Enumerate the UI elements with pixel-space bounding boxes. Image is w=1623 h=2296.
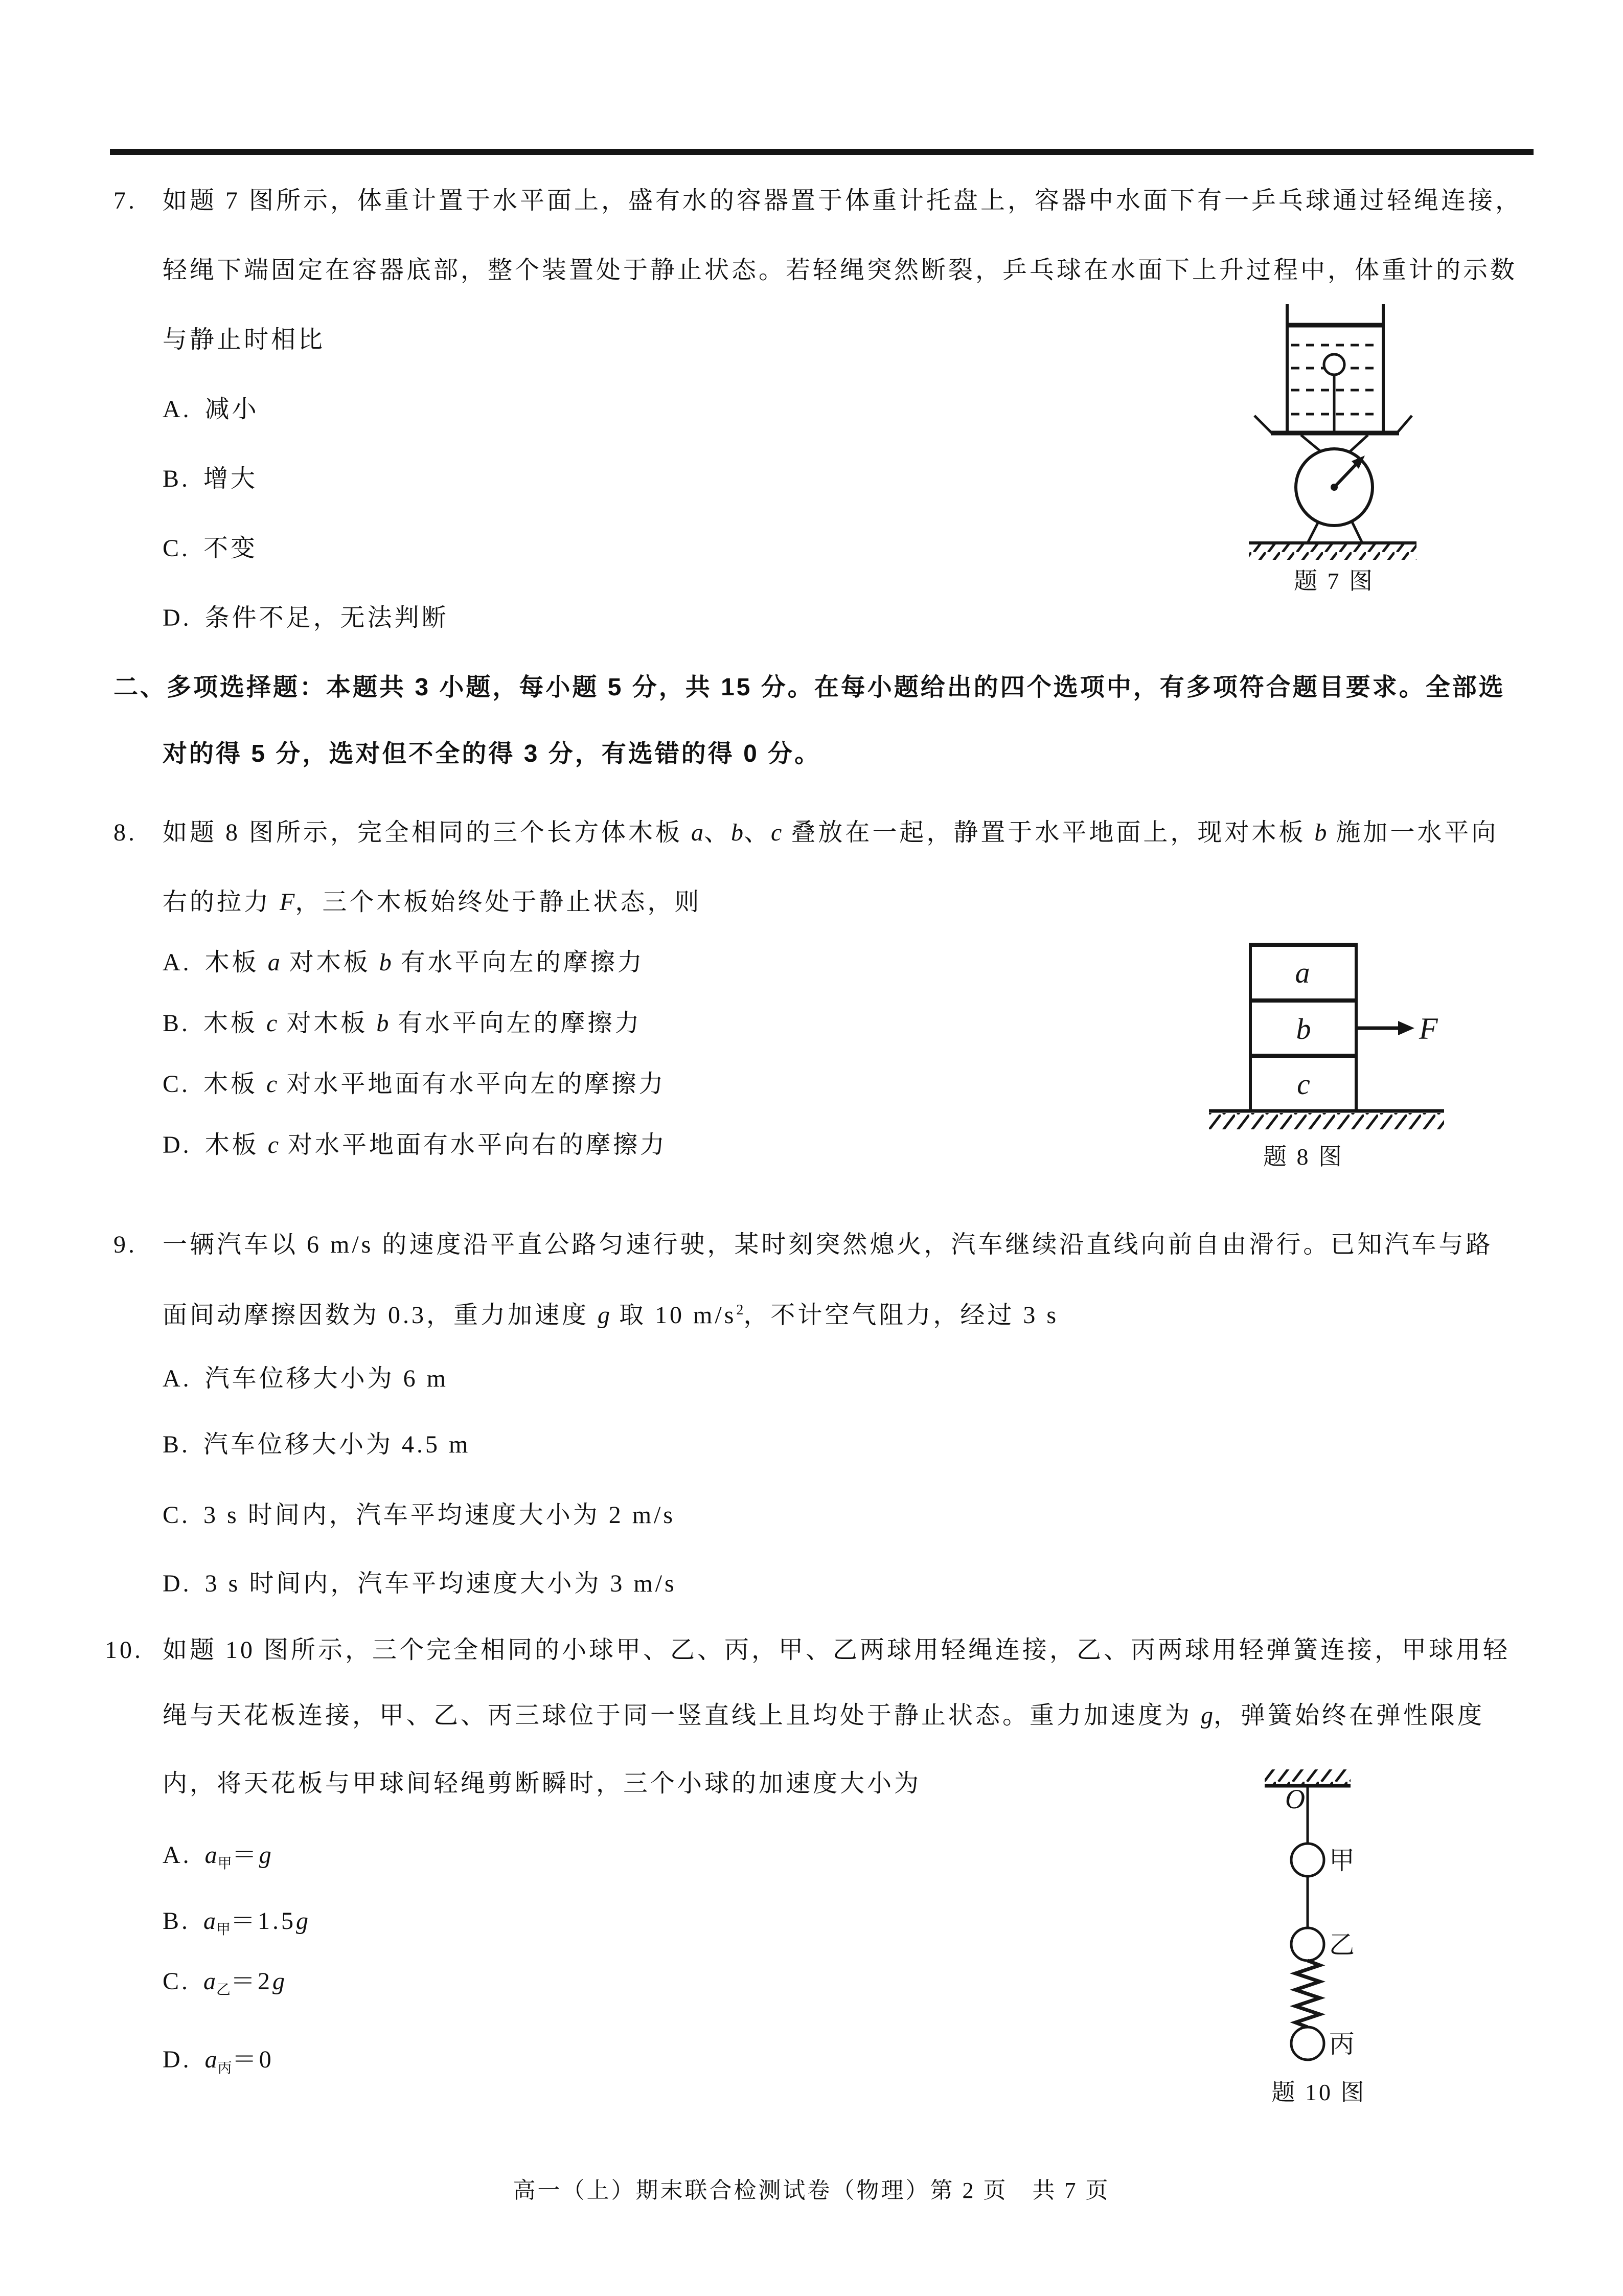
figure-10-caption: 题 10 图 [1271,2079,1366,2105]
q10-stem-line-2: 绳与天花板连接，甲、乙、丙三球位于同一竖直线上且均处于静止状态。重力加速度为 g，弹簧始终在弹性限度 [163,1702,1485,1729]
option-text: $a_甲=g$ [204,1842,272,1872]
section-two-line-2: 对的得 5 分，选对但不全的得 3 分，有选错的得 0 分。 [163,740,821,767]
option-label: D. [163,604,192,631]
option-label: C. [163,535,191,562]
option-text: 减小 [204,396,259,423]
option-label: C. [163,1502,191,1529]
q10-stem-line-1: 如题 10 图所示，三个完全相同的小球甲、乙、丙，甲、乙两球用轻绳连接，乙、丙两球用轻弹簧连接，甲球用轻 [163,1636,1511,1664]
option-label: A. [163,1842,192,1869]
ball-yi [1291,1928,1324,1961]
option-text: 条件不足，无法判断 [204,604,449,631]
q10-option-d [163,2044,274,2084]
q7-number: 7. [113,187,137,214]
q7-stem-line-3: 与静止时相比 [163,326,326,353]
ground-hatching [1209,1113,1444,1129]
q10-option-a [163,1839,272,1880]
ping-pong-ball [1324,354,1344,375]
option-label: D. [163,2046,192,2073]
option-label: C. [163,1071,191,1098]
q10-option-b [163,1905,309,1946]
q7-option-a [163,394,259,425]
option-text: $a_甲=1.5g$ [203,1907,309,1938]
block-c-label: c [1297,1067,1310,1101]
q9-option-a [163,1363,448,1395]
q9-option-b [163,1429,470,1461]
option-text: 木板 c 对木板 b 有水平向左的摩擦力 [203,1010,642,1037]
spring [1295,1961,1320,2027]
option-text: 木板 a 对木板 b 有水平向左的摩擦力 [204,949,645,976]
option-label: A. [163,949,192,976]
option-label: B. [163,1907,191,1935]
section-two-line-1: 二、多项选择题：本题共 3 小题，每小题 5 分，共 15 分。在每小题给出的四个选项中，有多项符合题目要求。全部选 [113,674,1505,701]
ball-bing [1291,2027,1324,2060]
q9-option-c [163,1499,675,1531]
ball-yi-label: 乙 [1329,1930,1355,1959]
q8-option-d [163,1129,667,1161]
q9-stem-line-2: 面间动摩擦因数为 0.3，重力加速度 g 取 10 $m/s^2$，不计空气阻力，经过 3 s [163,1302,1059,1329]
option-label: C. [163,1968,191,1995]
q9-option-d [163,1568,677,1600]
option-text: 3 s 时间内，汽车平均速度大小为 2 m/s [203,1502,676,1529]
option-text: 汽车位移大小为 6 m [204,1365,449,1392]
scale-leg-left [1308,522,1318,543]
q8-number: 8. [113,819,137,846]
tray-flare-left [1254,416,1273,434]
option-text: $a_乙=2g$ [203,1968,286,1998]
q10-stem-line-3: 内，将天花板与甲球间轻绳剪断瞬时，三个小球的加速度大小为 [163,1770,922,1797]
option-label: B. [163,1431,191,1458]
q10-number: 10. [105,1636,143,1664]
q7-stem-line-2: 轻绳下端固定在容器底部，整个装置处于静止状态。若轻绳突然断裂，乒乓球在水面下上升过程中，体重计的示数 [163,257,1518,284]
ceiling-hatching [1265,1769,1351,1786]
option-text: 汽车位移大小为 4.5 m [203,1431,471,1458]
block-b-label: b [1296,1012,1311,1045]
top-rule [110,149,1534,155]
block-a-label: a [1295,956,1310,989]
ground-hatching [1249,544,1416,560]
q9-stem-line-1: 一辆汽车以 6 m/s 的速度沿平直公路匀速行驶，某时刻突然熄火，汽车继续沿直线向前自由滑行。已知汽车与路 [163,1231,1493,1258]
option-text: 木板 c 对水平地面有水平向右的摩擦力 [204,1131,668,1158]
ball-bing-label: 丙 [1329,2030,1355,2058]
q8-option-c [163,1069,666,1100]
q7-option-b [163,463,258,495]
scale-leg-right [1352,522,1362,543]
figure-8-caption: 题 8 图 [1263,1144,1344,1170]
q8-stem-line-1: 如题 8 图所示，完全相同的三个长方体木板 a、b、c 叠放在一起，静置于水平地面上，现对木板 b 施加一水平向 [163,819,1499,846]
figure-8-diagram [1206,930,1472,1135]
option-label: D. [163,1131,192,1158]
q8-stem-line-2: 右的拉力 F，三个木板始终处于静止状态，则 [163,889,702,916]
option-label: A. [163,396,192,423]
q8-option-b [163,1008,642,1039]
option-label: D. [163,1570,192,1597]
q8-option-a [163,947,645,979]
option-text: $a_丙=0$ [204,2046,274,2076]
figure-10-diagram [1247,1766,1390,2065]
force-arrowhead [1398,1021,1414,1035]
option-text: 木板 c 对水平地面有水平向左的摩擦力 [203,1071,666,1098]
ball-jia [1291,1844,1324,1876]
q7-option-c [163,533,258,564]
anchor-point-label: O [1285,1784,1305,1814]
option-text: 不变 [203,535,258,562]
figure-7-caption: 题 7 图 [1294,568,1375,594]
q7-option-d [163,602,449,634]
page-footer: 高一（上）期末联合检测试卷（物理）第 2 页 共 7 页 [513,2178,1110,2203]
option-text: 增大 [203,465,258,492]
q9-number: 9. [113,1231,137,1258]
force-label: F [1419,1012,1438,1045]
dial-pivot [1331,484,1338,491]
option-text: 3 s 时间内，汽车平均速度大小为 3 m/s [204,1570,677,1597]
q7-stem-line-1: 如题 7 图所示，体重计置于水平面上，盛有水的容器置于体重计托盘上，容器中水面下有一乒乓球通过轻绳连接， [163,187,1523,214]
figure-7-diagram [1237,291,1431,598]
ball-jia-label: 甲 [1329,1846,1355,1875]
q10-option-c [163,1966,285,2006]
option-label: B. [163,1010,191,1037]
option-label: A. [163,1365,192,1392]
option-label: B. [163,465,191,492]
